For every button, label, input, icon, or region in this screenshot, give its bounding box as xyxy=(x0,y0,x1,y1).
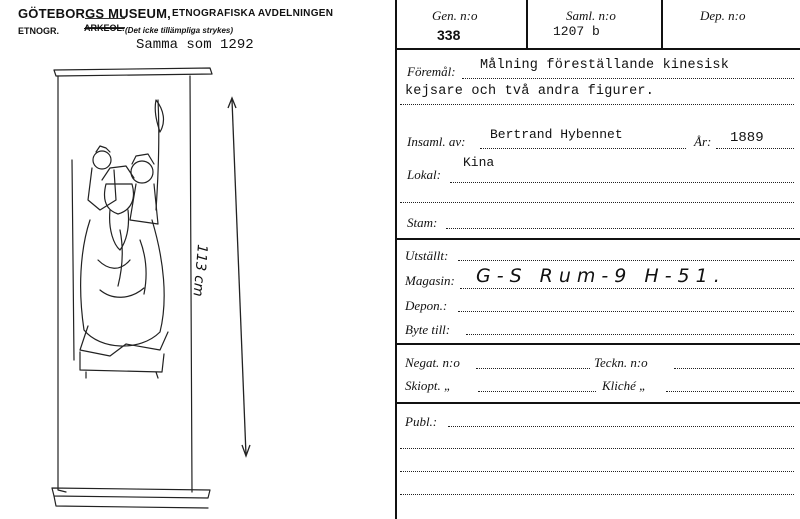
dimension-note: 113 cm xyxy=(189,243,210,298)
gen-value: 338 xyxy=(437,27,461,43)
insaml-value: Bertrand Hybennet xyxy=(490,127,623,142)
teckn-rule xyxy=(674,368,794,369)
bottom-rule xyxy=(396,402,800,404)
byte-rule xyxy=(466,334,794,335)
magasin-value: G-S Rum-9 H-51. xyxy=(476,265,726,287)
etnogr-label: ETNOGR. xyxy=(18,26,60,36)
mid-rule xyxy=(396,238,800,240)
negat-rule xyxy=(476,368,590,369)
samma-som-note: Samma som 1292 xyxy=(136,37,254,53)
foremal-rule-1 xyxy=(462,78,794,79)
sketch-drawing xyxy=(40,60,300,515)
utstallt-label: Utställt: xyxy=(405,248,449,263)
stam-rule xyxy=(446,228,794,229)
insaml-rule xyxy=(480,148,686,149)
top-cell-divider-2 xyxy=(661,0,663,48)
byte-label: Byte till: xyxy=(405,322,451,337)
foremal-label: Föremål: xyxy=(407,64,456,79)
dep-label: Dep. n:o xyxy=(700,8,746,23)
publ-rule-1 xyxy=(448,426,794,427)
lokal-label: Lokal: xyxy=(407,167,441,182)
skiopt-label: Skiopt. „ xyxy=(405,378,452,393)
ar-rule xyxy=(716,148,794,149)
publ-label: Publ.: xyxy=(405,414,438,429)
top-row-rule xyxy=(396,48,800,50)
saml-value: 1207 b xyxy=(553,24,600,39)
strike-note: (Det icke tillämpliga strykes) xyxy=(125,26,234,35)
lokal-value: Kina xyxy=(463,155,495,170)
kliche-rule xyxy=(666,391,794,392)
lokal-rule xyxy=(450,182,794,183)
kliche-label: Kliché „ xyxy=(602,378,647,393)
teckn-label: Teckn. n:o xyxy=(594,355,648,370)
saml-label: Saml. n:o xyxy=(566,8,616,23)
museum-name: GÖTEBORGS MUSEUM, xyxy=(18,6,171,21)
foremal-line2: kejsare och två andra figurer. xyxy=(405,84,655,99)
arkeol-label: ARKEOL. xyxy=(84,23,125,33)
skiopt-rule xyxy=(478,391,596,392)
ar-value: 1889 xyxy=(730,130,764,146)
card-left-border xyxy=(395,0,397,519)
foremal-line1: Målning föreställande kinesisk xyxy=(480,58,730,73)
insaml-label: Insaml. av: xyxy=(407,134,466,149)
depon-label: Depon.: xyxy=(405,298,448,313)
gen-label: Gen. n:o xyxy=(432,8,478,23)
stam-label: Stam: xyxy=(407,215,438,230)
magasin-label: Magasin: xyxy=(405,273,455,288)
publ-rule-3 xyxy=(400,471,794,472)
publ-rule-2 xyxy=(400,448,794,449)
publ-rule-4 xyxy=(400,494,794,495)
utstallt-rule xyxy=(458,260,794,261)
negat-label: Negat. n:o xyxy=(405,355,460,370)
lower-rule xyxy=(396,343,800,345)
top-cell-divider-1 xyxy=(526,0,528,48)
foremal-rule-2 xyxy=(400,104,794,105)
ar-label: År: xyxy=(694,134,712,149)
magasin-rule xyxy=(460,288,794,289)
depon-rule xyxy=(458,311,794,312)
department-name: ETNOGRAFISKA AVDELNINGEN xyxy=(172,8,334,19)
lokal-rule-2 xyxy=(400,202,794,203)
